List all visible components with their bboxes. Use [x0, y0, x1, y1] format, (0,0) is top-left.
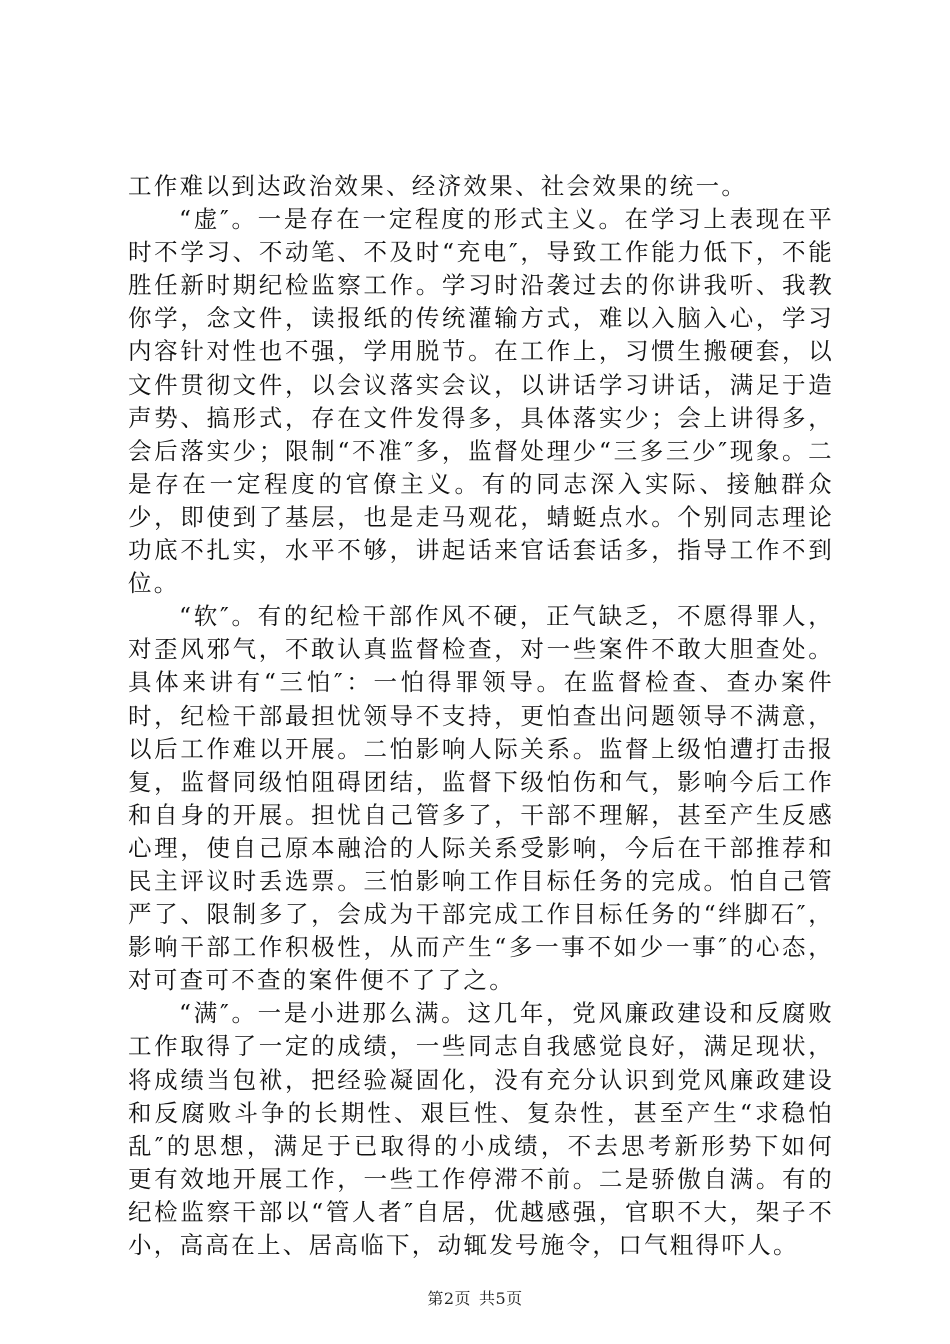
paragraph-continuation: 工作难以到达政治效果、经济效果、社会效果的统一。 — [128, 172, 748, 200]
document-body — [128, 170, 834, 1262]
paragraph-xu: “虚″。一是存在一定程度的形式主义。在学习上表现在平时不学习、不动笔、不及时“充电″，导致工作能力低下，不能胜任新时期纪检监察工作。学习时沿袭过去的你讲我听、我教你学，念文件，读报纸的传统灌输方式，难以入脑入心，学习内容针对性也不强，学用脱节。在工作上，习惯生搬硬套，以文件贯彻文件，以会议落实会议，以讲话学习讲话，满足于造声势、搞形式，存在文件发得多，具体落实少；会上讲得多，会后落实少；限制“不准″多，监督处理少“三多三少″现象。二是存在一定程度的官僚主义。有的同志深入实际、接触群众少，即使到了基层，也是走马观花，蜻蜓点水。个别同志理论功底不扎实，水平不够，讲起话来官话套话多，指导工作不到位。 — [128, 205, 834, 598]
page-footer — [0, 1286, 950, 1309]
paragraph-ruan: “软″。有的纪检干部作风不硬，正气缺乏，不愿得罪人，对歪风邪气，不敢认真监督检查，对一些案件不敢大胆查处。具体来讲有“三怕″：一怕得罪领导。在监督检查、查办案件时，纪检干部最担忧领导不支持，更怕查出问题领导不满意，以后工作难以开展。二怕影响人际关系。监督上级怕遭打击报复，监督同级怕阻碍团结，监督下级怕伤和气，影响今后工作和自身的开展。担忧自己管多了，干部不理解，甚至产生反感心理，使自己原本融洽的人际关系受影响，今后在干部推荐和民主评议时丢选票。三怕影响工作目标任务的完成。怕自己管严了、限制多了，会成为干部完成工作目标任务的“绊脚石″，影响干部工作积极性，从而产生“多一事不如少一事″的心态，对可查可不查的案件便不了了之。 — [128, 602, 834, 995]
page-number-current: 第2页 — [427, 1289, 471, 1308]
paragraph-man: “满″。一是小进那么满。这几年，党风廉政建设和反腐败工作取得了一定的成绩，一些同志自我感觉良好，满足现状，将成绩当包袱，把经验凝固化，没有充分认识到党风廉政建设和反腐败斗争的长期性、艰巨性、复杂性，甚至产生“求稳怕乱″的思想，满足于已取得的小成绩，不去思考新形势下如何更有效地开展工作，一些工作停滞不前。二是骄傲自满。有的纪检监察干部以“管人者″自居，优越感强，官职不大，架子不小，高高在上、居高临下，动辄发号施令，口气粗得吓人。 — [128, 999, 834, 1259]
page-number-total: 共5页 — [479, 1289, 523, 1308]
